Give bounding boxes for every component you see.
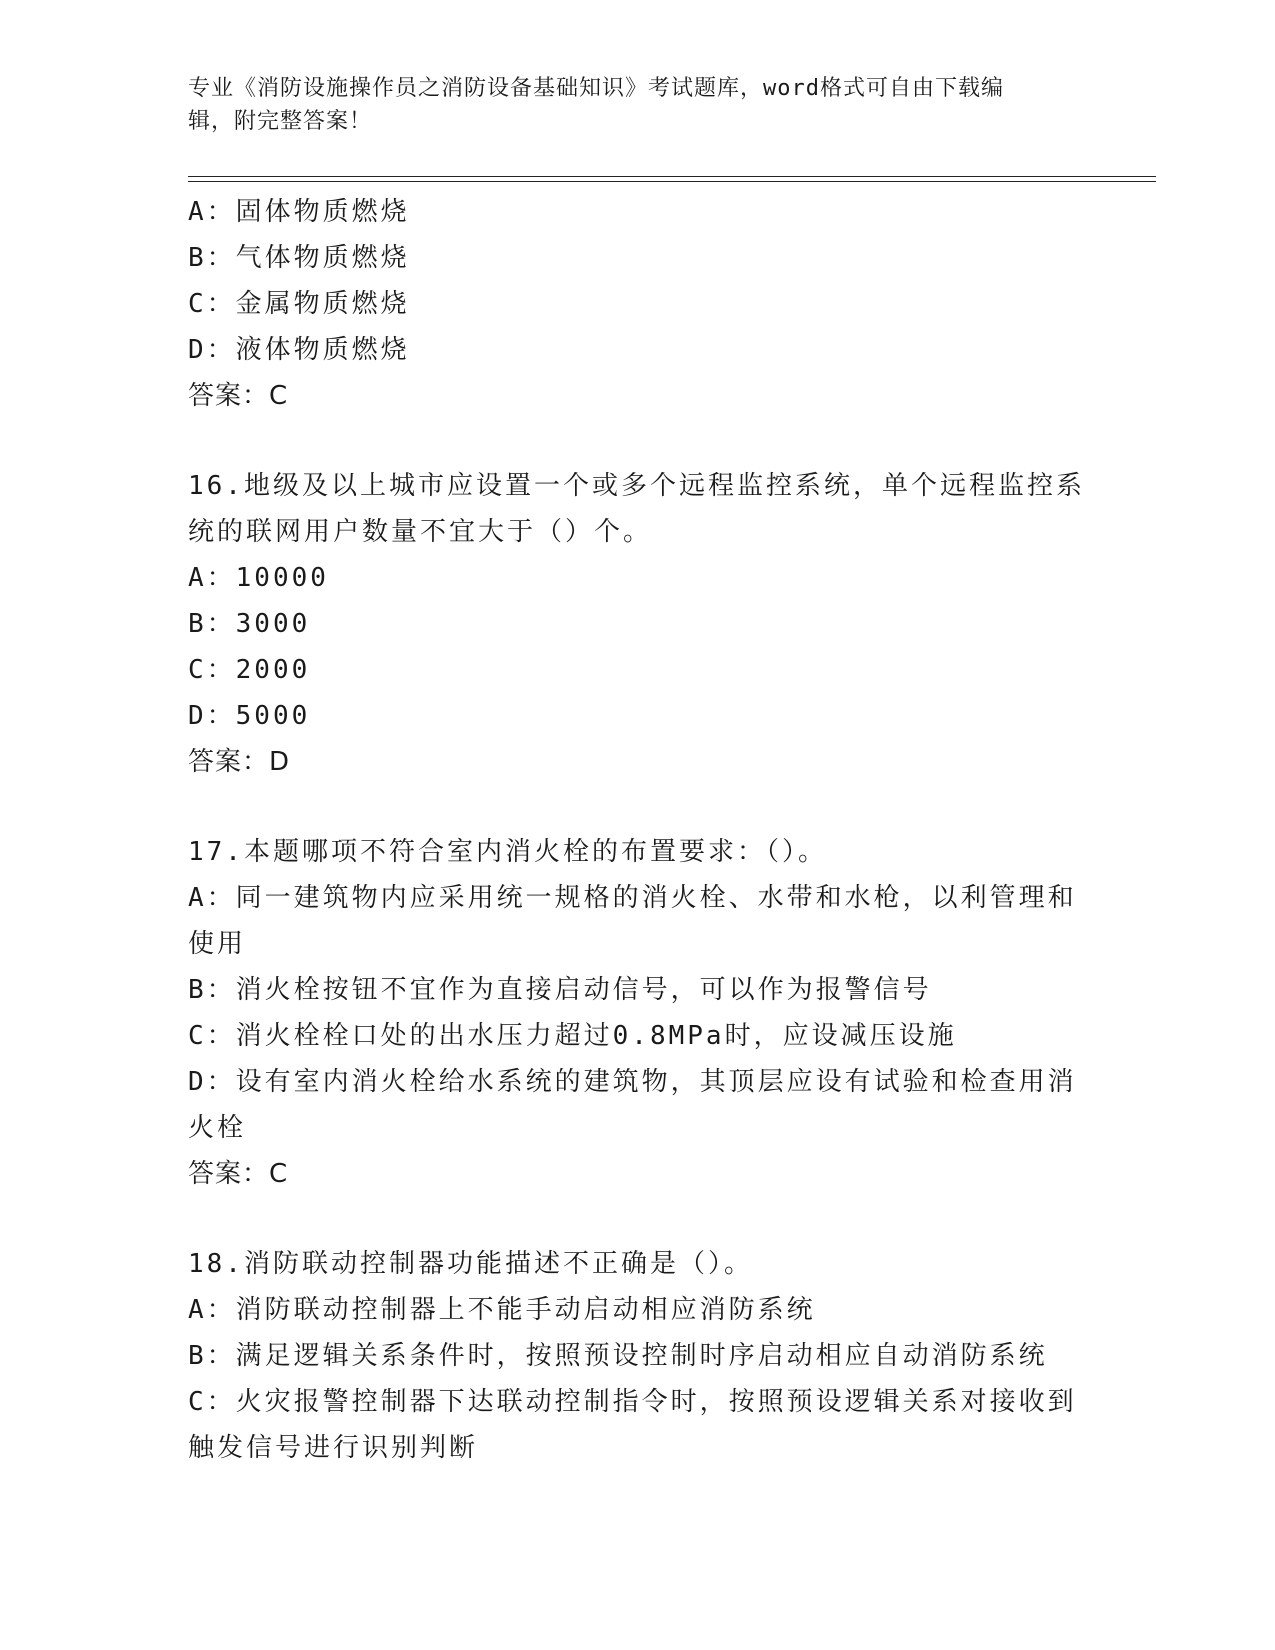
question-list (188, 189, 1088, 1471)
option-a-line-1: A：同一建筑物内应采用统一规格的消火栓、水带和水枪，以利管理和 (188, 883, 1077, 913)
question-17 (188, 829, 1088, 1197)
option-c: C：消火栓栓口处的出水压力超过0.8MPa时，应设减压设施 (188, 1021, 957, 1051)
question-18 (188, 1241, 1088, 1471)
option-d-line-2: 火栓 (188, 1113, 247, 1143)
question-stem: 17.本题哪项不符合室内消火栓的布置要求：（）。 (188, 837, 827, 867)
answer-line: 答案：C (188, 381, 289, 411)
question-stem-line-2: 统的联网用户数量不宜大于（）个。 (188, 517, 653, 547)
option-b: B：3000 (188, 609, 311, 639)
option-c: C：2000 (188, 655, 311, 685)
spacer (188, 419, 1088, 463)
answer-line: 答案：C (188, 1159, 289, 1189)
option-a: A：消防联动控制器上不能手动启动相应消防系统 (188, 1295, 816, 1325)
option-d: D：液体物质燃烧 (188, 335, 410, 365)
option-a: A：10000 (188, 563, 329, 593)
option-b: B：消火栓按钮不宜作为直接启动信号，可以作为报警信号 (188, 975, 932, 1005)
question-16 (188, 463, 1088, 785)
header-line-1: 专业《消防设施操作员之消防设备基础知识》考试题库，word格式可自由下载编 (188, 76, 1004, 101)
spacer (188, 1197, 1088, 1241)
option-d: D：5000 (188, 701, 311, 731)
document-header (188, 72, 1068, 138)
answer-line: 答案：D (188, 747, 291, 777)
question-15 (188, 189, 1088, 419)
question-stem: 18.消防联动控制器功能描述不正确是（）。 (188, 1249, 753, 1279)
option-a: A：固体物质燃烧 (188, 197, 410, 227)
option-d-line-1: D：设有室内消火栓给水系统的建筑物，其顶层应设有试验和检查用消 (188, 1067, 1077, 1097)
option-b: B：气体物质燃烧 (188, 243, 410, 273)
header-divider-bottom (188, 181, 1156, 182)
option-c: C：金属物质燃烧 (188, 289, 410, 319)
option-a-line-2: 使用 (188, 929, 247, 959)
option-c-line-2: 触发信号进行识别判断 (188, 1433, 479, 1463)
header-divider-top (188, 176, 1156, 177)
header-line-2: 辑，附完整答案！ (188, 109, 373, 134)
question-stem-line-1: 16.地级及以上城市应设置一个或多个远程监控系统，单个远程监控系 (188, 471, 1085, 501)
spacer (188, 785, 1088, 829)
option-b: B：满足逻辑关系条件时，按照预设控制时序启动相应自动消防系统 (188, 1341, 1048, 1371)
option-c-line-1: C：火灾报警控制器下达联动控制指令时，按照预设逻辑关系对接收到 (188, 1387, 1077, 1417)
